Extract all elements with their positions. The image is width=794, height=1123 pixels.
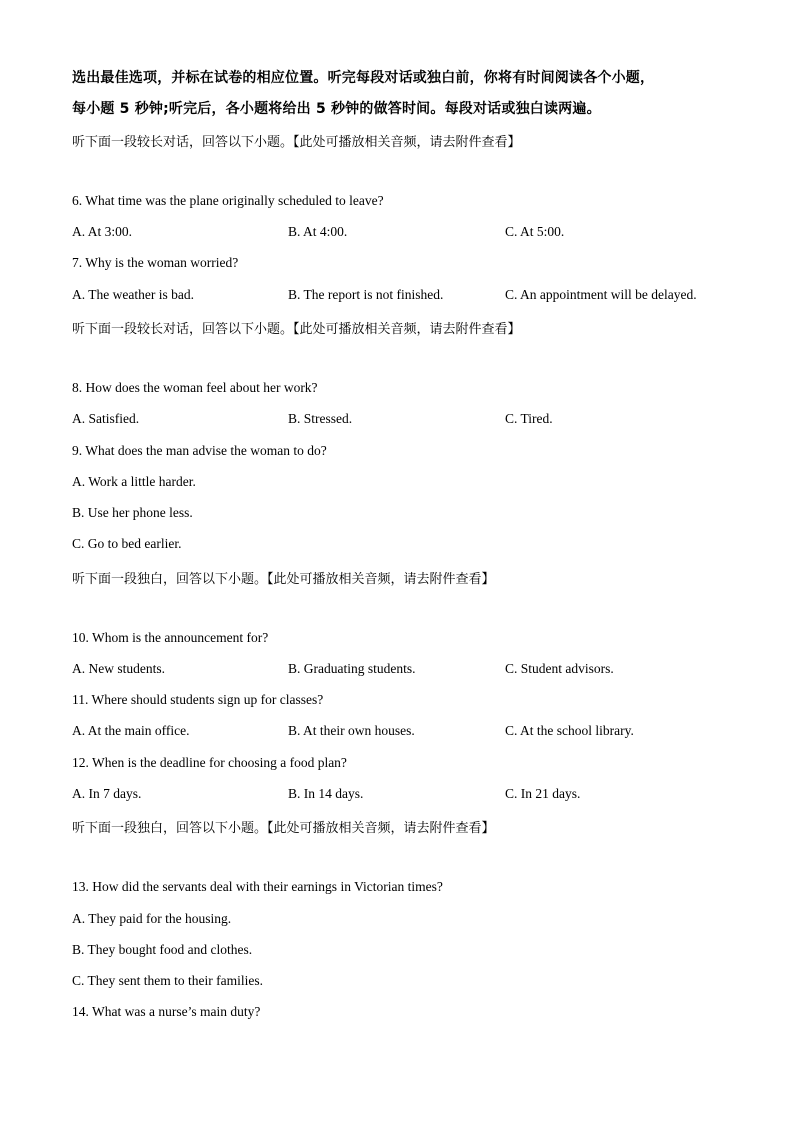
option-13a: A. They paid for the housing. — [72, 911, 232, 926]
question-stem-11: 11. Where should students sign up for classes? — [72, 692, 324, 707]
question-stem-8: 8. How does the woman feel about her work? — [72, 380, 318, 395]
section-instruction: 听下面一段较长对话，回答以下小题。【此处可播放相关音频，请去附件查看】 — [72, 322, 521, 337]
option-7b: B. The report is not finished. — [288, 287, 444, 302]
option-6b: B. At 4:00. — [288, 224, 348, 239]
option-12b: B. In 14 days. — [288, 786, 364, 801]
question-stem-12: 12. When is the deadline for choosing a food plan? — [72, 755, 347, 770]
option-13c: C. They sent them to their families. — [72, 973, 263, 988]
option-9a: A. Work a little harder. — [72, 474, 196, 489]
option-11c: C. At the school library. — [505, 723, 634, 738]
option-11b: B. At their own houses. — [288, 723, 415, 738]
option-10b: B. Graduating students. — [288, 661, 416, 676]
option-7c: C. An appointment will be delayed. — [505, 287, 697, 302]
option-13b: B. They bought food and clothes. — [72, 942, 253, 957]
question-stem-14: 14. What was a nurse’s main duty? — [72, 1004, 261, 1019]
option-9c: C. Go to bed earlier. — [72, 536, 182, 551]
intro-line-1: 选出最佳选项，并标在试卷的相应位置。听完每段对话或独白前，你将有时间阅读各个小题， — [72, 70, 655, 86]
question-stem-9: 9. What does the man advise the woman to do? — [72, 443, 327, 458]
option-12c: C. In 21 days. — [505, 786, 581, 801]
option-6a: A. At 3:00. — [72, 224, 133, 239]
option-10a: A. New students. — [72, 661, 165, 676]
option-12a: A. In 7 days. — [72, 786, 142, 801]
section-instruction: 听下面一段较长对话，回答以下小题。【此处可播放相关音频，请去附件查看】 — [72, 135, 521, 150]
question-stem-6: 6. What time was the plane originally scheduled to leave? — [72, 193, 384, 208]
question-stem-13: 13. How did the servants deal with their earnings in Victorian times? — [72, 879, 443, 894]
question-stem-10: 10. Whom is the announcement for? — [72, 630, 269, 645]
option-6c: C. At 5:00. — [505, 224, 565, 239]
option-8a: A. Satisfied. — [72, 411, 140, 426]
option-9b: B. Use her phone less. — [72, 505, 193, 520]
intro-line-2: 每小题 5 秒钟;听完后，各小题将给出 5 秒钟的做答时间。每段对话或独白读两遍。 — [72, 101, 601, 117]
option-11a: A. At the main office. — [72, 723, 190, 738]
option-8b: B. Stressed. — [288, 411, 353, 426]
section-instruction: 听下面一段独白，回答以下小题。【此处可播放相关音频，请去附件查看】 — [72, 821, 495, 836]
section-instruction: 听下面一段独白，回答以下小题。【此处可播放相关音频，请去附件查看】 — [72, 572, 495, 587]
option-8c: C. Tired. — [505, 411, 553, 426]
option-7a: A. The weather is bad. — [72, 287, 194, 302]
question-stem-7: 7. Why is the woman worried? — [72, 255, 239, 270]
option-10c: C. Student advisors. — [505, 661, 614, 676]
